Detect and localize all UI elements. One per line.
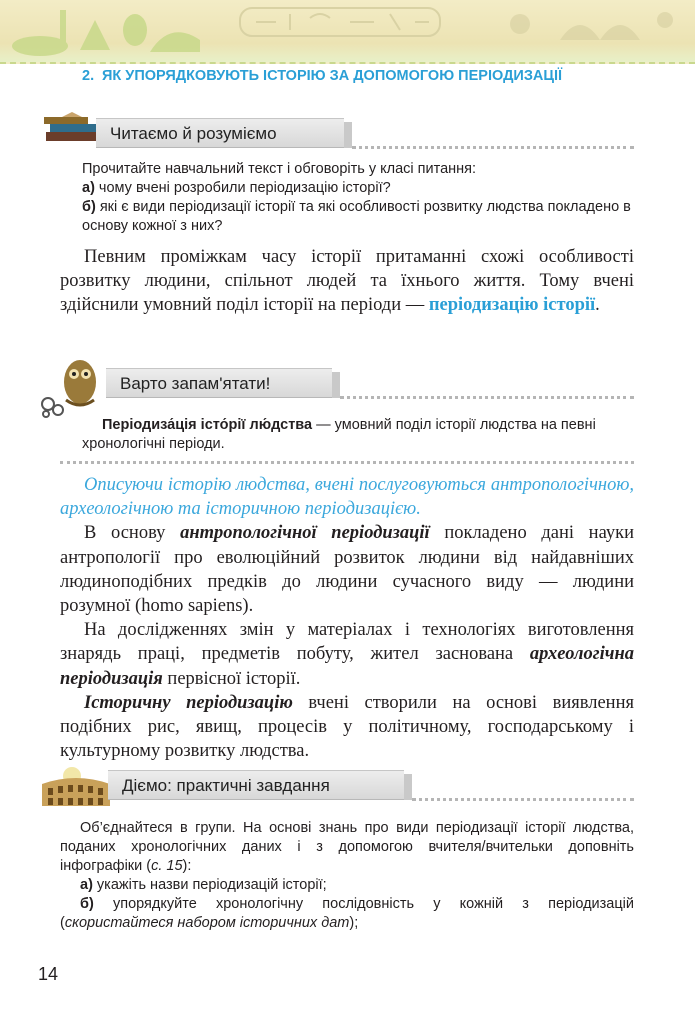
egyptian-banner-icon xyxy=(0,0,695,62)
divider xyxy=(340,396,634,399)
practice-b-hint: скористайтеся набором історичних дат xyxy=(64,915,350,931)
practice-b-end: ); xyxy=(349,915,359,931)
term-periodization: періодизацію історії xyxy=(428,295,596,316)
top-banner xyxy=(0,0,695,64)
task-b-text: які є види періодизації історії та які особливості розвитку людства покладено в основу кожної з них? xyxy=(82,199,631,234)
section-title xyxy=(82,67,642,85)
para1-text: Певним проміжкам часу історії притаманні схожі особливості розвитку людини, спільнот людей та їхнього життя. Тому вчені здійснили умовний поділ історії на періоди — xyxy=(60,247,634,316)
paragraph-2 xyxy=(60,521,634,618)
task-b-label: б) xyxy=(82,199,96,215)
para3-before: На дослідженнях змін у матеріалах і технологіях виготовлення знарядь праці, предметів побуту, жител заснована xyxy=(60,620,634,665)
paragraph-1 xyxy=(60,245,634,318)
task-a-label: а) xyxy=(82,180,95,196)
colosseum-icon xyxy=(38,766,114,810)
reading-task xyxy=(82,160,634,236)
remember-header xyxy=(106,368,332,398)
divider xyxy=(412,798,634,801)
books-icon xyxy=(42,112,104,146)
main-text xyxy=(60,473,634,763)
term-historical: Історичну періодизацію xyxy=(84,692,293,713)
divider xyxy=(60,461,634,464)
task-intro: Прочитайте навчальний текст і обговоріть у класі питання: xyxy=(82,161,477,177)
section-title-text: ЯК УПОРЯДКОВУЮТЬ ІСТОРІЮ ЗА ДОПОМОГОЮ ПЕРІОДИЗАЦІЇ xyxy=(102,68,562,84)
para1-end: . xyxy=(595,295,600,316)
divider xyxy=(352,146,634,149)
page-number: 14 xyxy=(38,964,59,984)
practice-task xyxy=(60,819,634,933)
practice-header xyxy=(108,770,404,800)
para4-after: вчені створили на основі виявлення подібних рис, явищ, процесів у політичному, господарському і культурному розвитку людства. xyxy=(60,692,634,762)
practice-header-label: Діємо: практичні завдання xyxy=(122,776,330,795)
practice-intro-end: ): xyxy=(182,858,192,874)
section-number: 2. xyxy=(82,68,95,84)
reading-header-label: Читаємо й розуміємо xyxy=(110,124,277,143)
owl-icon xyxy=(38,352,108,418)
practice-a-text: укажіть назви періодизацій історії; xyxy=(92,877,327,893)
reading-header xyxy=(96,118,344,148)
intro-paragraph: Описуючи історію людства, вчені послуговуються антропологічною, археологічною та історичною періодизацією. xyxy=(60,475,634,520)
practice-intro: Об’єднайтеся в групи. На основі знань про види періодизації історії людства, поданих хронологічних даних і з допомогою вчителя/вчительки доповніть інфографіки ( xyxy=(60,820,634,874)
definition-term: Періодиза́ція істо́рії лю́дства xyxy=(102,417,313,433)
page-reference: с. 15 xyxy=(151,858,183,874)
para3-after: первісної історії. xyxy=(162,668,301,689)
paragraph-3 xyxy=(60,618,634,691)
remember-header-label: Варто запам'ятати! xyxy=(120,374,271,393)
term-archaeological: археологічна періодизація xyxy=(60,644,634,689)
para2-before: В основу xyxy=(84,523,181,544)
definition xyxy=(82,416,634,454)
term-anthropological: антропологічної періодизації xyxy=(180,523,430,544)
practice-b-label: б) xyxy=(80,896,94,912)
task-a-text: чому вчені розробили періодизацію історії? xyxy=(94,180,391,196)
practice-a-label: а) xyxy=(80,877,93,893)
definition-text: — умовний поділ історії людства на певні хронологічні періоди. xyxy=(82,417,596,452)
practice-b-text: упорядкуйте хронологічну послідовність у кожній з періодизацій ( xyxy=(60,896,634,931)
para2-after: покладено дані науки антропології про еволюційний розвиток людини від найдавніших людиноподібних предків до людини сучасного виду — людини розумної (homo sapiens). xyxy=(60,523,634,617)
paragraph-4 xyxy=(60,691,634,764)
